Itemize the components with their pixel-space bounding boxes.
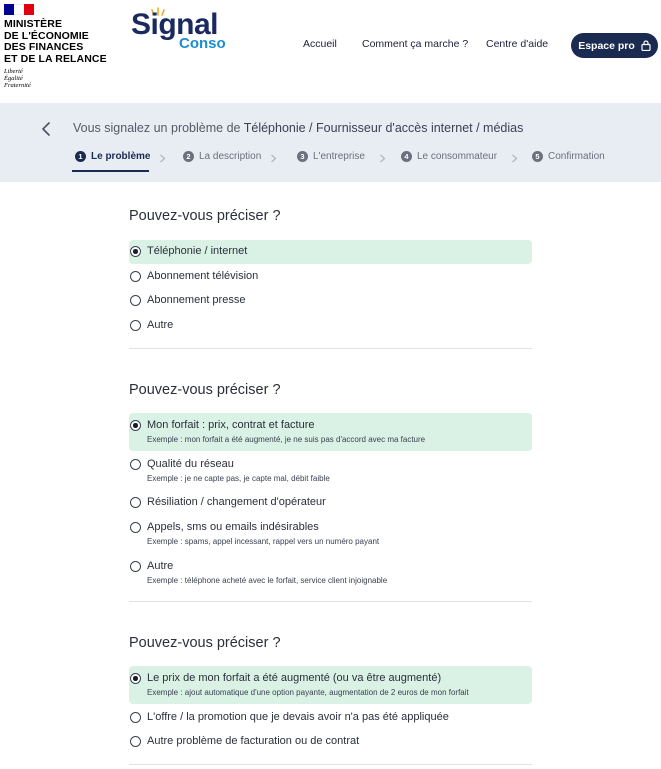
step-number: 4 [401, 151, 412, 162]
option-label: Abonnement télévision [147, 270, 259, 282]
step-entreprise[interactable] [297, 151, 365, 162]
question-title: Pouvez-vous préciser ? [129, 382, 281, 398]
radio-unchecked[interactable] [130, 712, 141, 723]
option-example: Exemple : mon forfait a été augmenté, je ne suis pas d'accord avec ma facture [147, 435, 426, 444]
option-appels-indesirables[interactable] [129, 515, 532, 551]
nav-comment-ca-marche[interactable]: Comment ça marche ? [362, 38, 469, 50]
chevron-right-icon [379, 154, 386, 163]
radio-checked[interactable] [130, 246, 141, 257]
option-resiliation[interactable] [129, 491, 532, 515]
option-prix-augmente[interactable] [129, 666, 532, 704]
step-number: 1 [75, 151, 86, 162]
section-divider [129, 764, 532, 765]
nav-centre-aide[interactable]: Centre d'aide [486, 38, 549, 50]
option-label: Résiliation / changement d'opérateur [147, 496, 326, 508]
option-abonnement-television[interactable] [129, 265, 532, 289]
stepper [0, 151, 661, 171]
radio-unchecked[interactable] [130, 459, 141, 470]
radio-unchecked[interactable] [130, 522, 141, 533]
chevron-right-icon [159, 154, 166, 163]
option-autre[interactable] [129, 554, 532, 590]
radio-unchecked[interactable] [130, 561, 141, 572]
back-chevron-icon[interactable] [40, 122, 52, 136]
signalement-prefix: Vous signalez un problème de [73, 121, 241, 135]
brand-sub: Conso [179, 35, 226, 52]
signalement-category: Téléphonie / Fournisseur d'accès internet / médias [243, 121, 524, 135]
option-label: Appels, sms ou emails indésirables [147, 521, 319, 533]
radio-unchecked[interactable] [130, 497, 141, 508]
site-header [0, 0, 661, 103]
option-example: Exemple : je ne capte pas, je capte mal, débit faible [147, 474, 330, 483]
signalement-summary [73, 121, 523, 135]
option-label: Le prix de mon forfait a été augmenté (ou va être augmenté) [147, 672, 442, 684]
espace-pro-button[interactable] [571, 33, 658, 58]
signalconso-logo[interactable] [131, 8, 231, 54]
chevron-right-icon [270, 154, 277, 163]
step-confirmation[interactable] [532, 151, 605, 162]
radio-unchecked[interactable] [130, 320, 141, 331]
step-number: 2 [183, 151, 194, 162]
option-abonnement-presse[interactable] [129, 289, 532, 313]
option-autre-facturation[interactable] [129, 730, 532, 754]
option-label: Abonnement presse [147, 294, 246, 306]
step-label: La description [199, 151, 262, 162]
government-logo[interactable] [4, 4, 114, 89]
question-title: Pouvez-vous préciser ? [129, 635, 281, 651]
option-label: Téléphonie / internet [147, 245, 248, 257]
option-autre[interactable] [129, 314, 532, 338]
option-label: Autre [147, 319, 174, 331]
radio-checked[interactable] [130, 673, 141, 684]
section-divider [129, 348, 532, 349]
nav-accueil[interactable]: Accueil [303, 38, 337, 50]
step-description[interactable] [183, 151, 261, 162]
step-label: Le consommateur [417, 151, 498, 162]
radio-unchecked[interactable] [130, 271, 141, 282]
option-mon-forfait[interactable] [129, 413, 532, 451]
step-label: L'entreprise [313, 151, 365, 162]
active-step-underline [72, 170, 149, 172]
option-label: Autre problème de facturation ou de contrat [147, 735, 360, 747]
radio-unchecked[interactable] [130, 736, 141, 747]
ministry-name: MINISTÈRE DE L'ÉCONOMIE DES FINANCES ET DE LA RELANCE [4, 18, 107, 65]
option-label: Mon forfait : prix, contrat et facture [147, 419, 315, 431]
step-label: Le problème [91, 151, 151, 162]
option-example: Exemple : ajout automatique d'une option payante, augmentation de 2 euros de mon forfait [147, 688, 469, 697]
option-telephonie-internet[interactable] [129, 240, 532, 264]
lock-icon [641, 40, 651, 51]
question-title: Pouvez-vous préciser ? [129, 208, 281, 224]
option-example: Exemple : spams, appel incessant, rappel vers un numéro payant [147, 537, 380, 546]
brand-main: Signal [131, 8, 219, 41]
option-label: Autre [147, 560, 174, 572]
step-consommateur[interactable] [401, 151, 497, 162]
radio-unchecked[interactable] [130, 295, 141, 306]
section-divider [129, 601, 532, 602]
step-label: Confirmation [548, 151, 605, 162]
option-qualite-reseau[interactable] [129, 452, 532, 488]
step-number: 5 [532, 151, 543, 162]
step-probleme[interactable] [75, 151, 150, 162]
chevron-right-icon [511, 154, 518, 163]
espace-pro-label: Espace pro [578, 39, 635, 52]
option-label: L'offre / la promotion que je devais avoir n'a pas été appliquée [147, 711, 449, 723]
option-label: Qualité du réseau [147, 458, 234, 470]
french-flag-icon [4, 4, 34, 15]
step-number: 3 [297, 151, 308, 162]
republic-motto: Liberté Égalité Fraternité [4, 68, 31, 89]
option-offre-non-appliquee[interactable] [129, 706, 532, 730]
option-example: Exemple : téléphone acheté avec le forfait, service client injoignable [147, 576, 388, 585]
radio-checked[interactable] [130, 420, 141, 431]
